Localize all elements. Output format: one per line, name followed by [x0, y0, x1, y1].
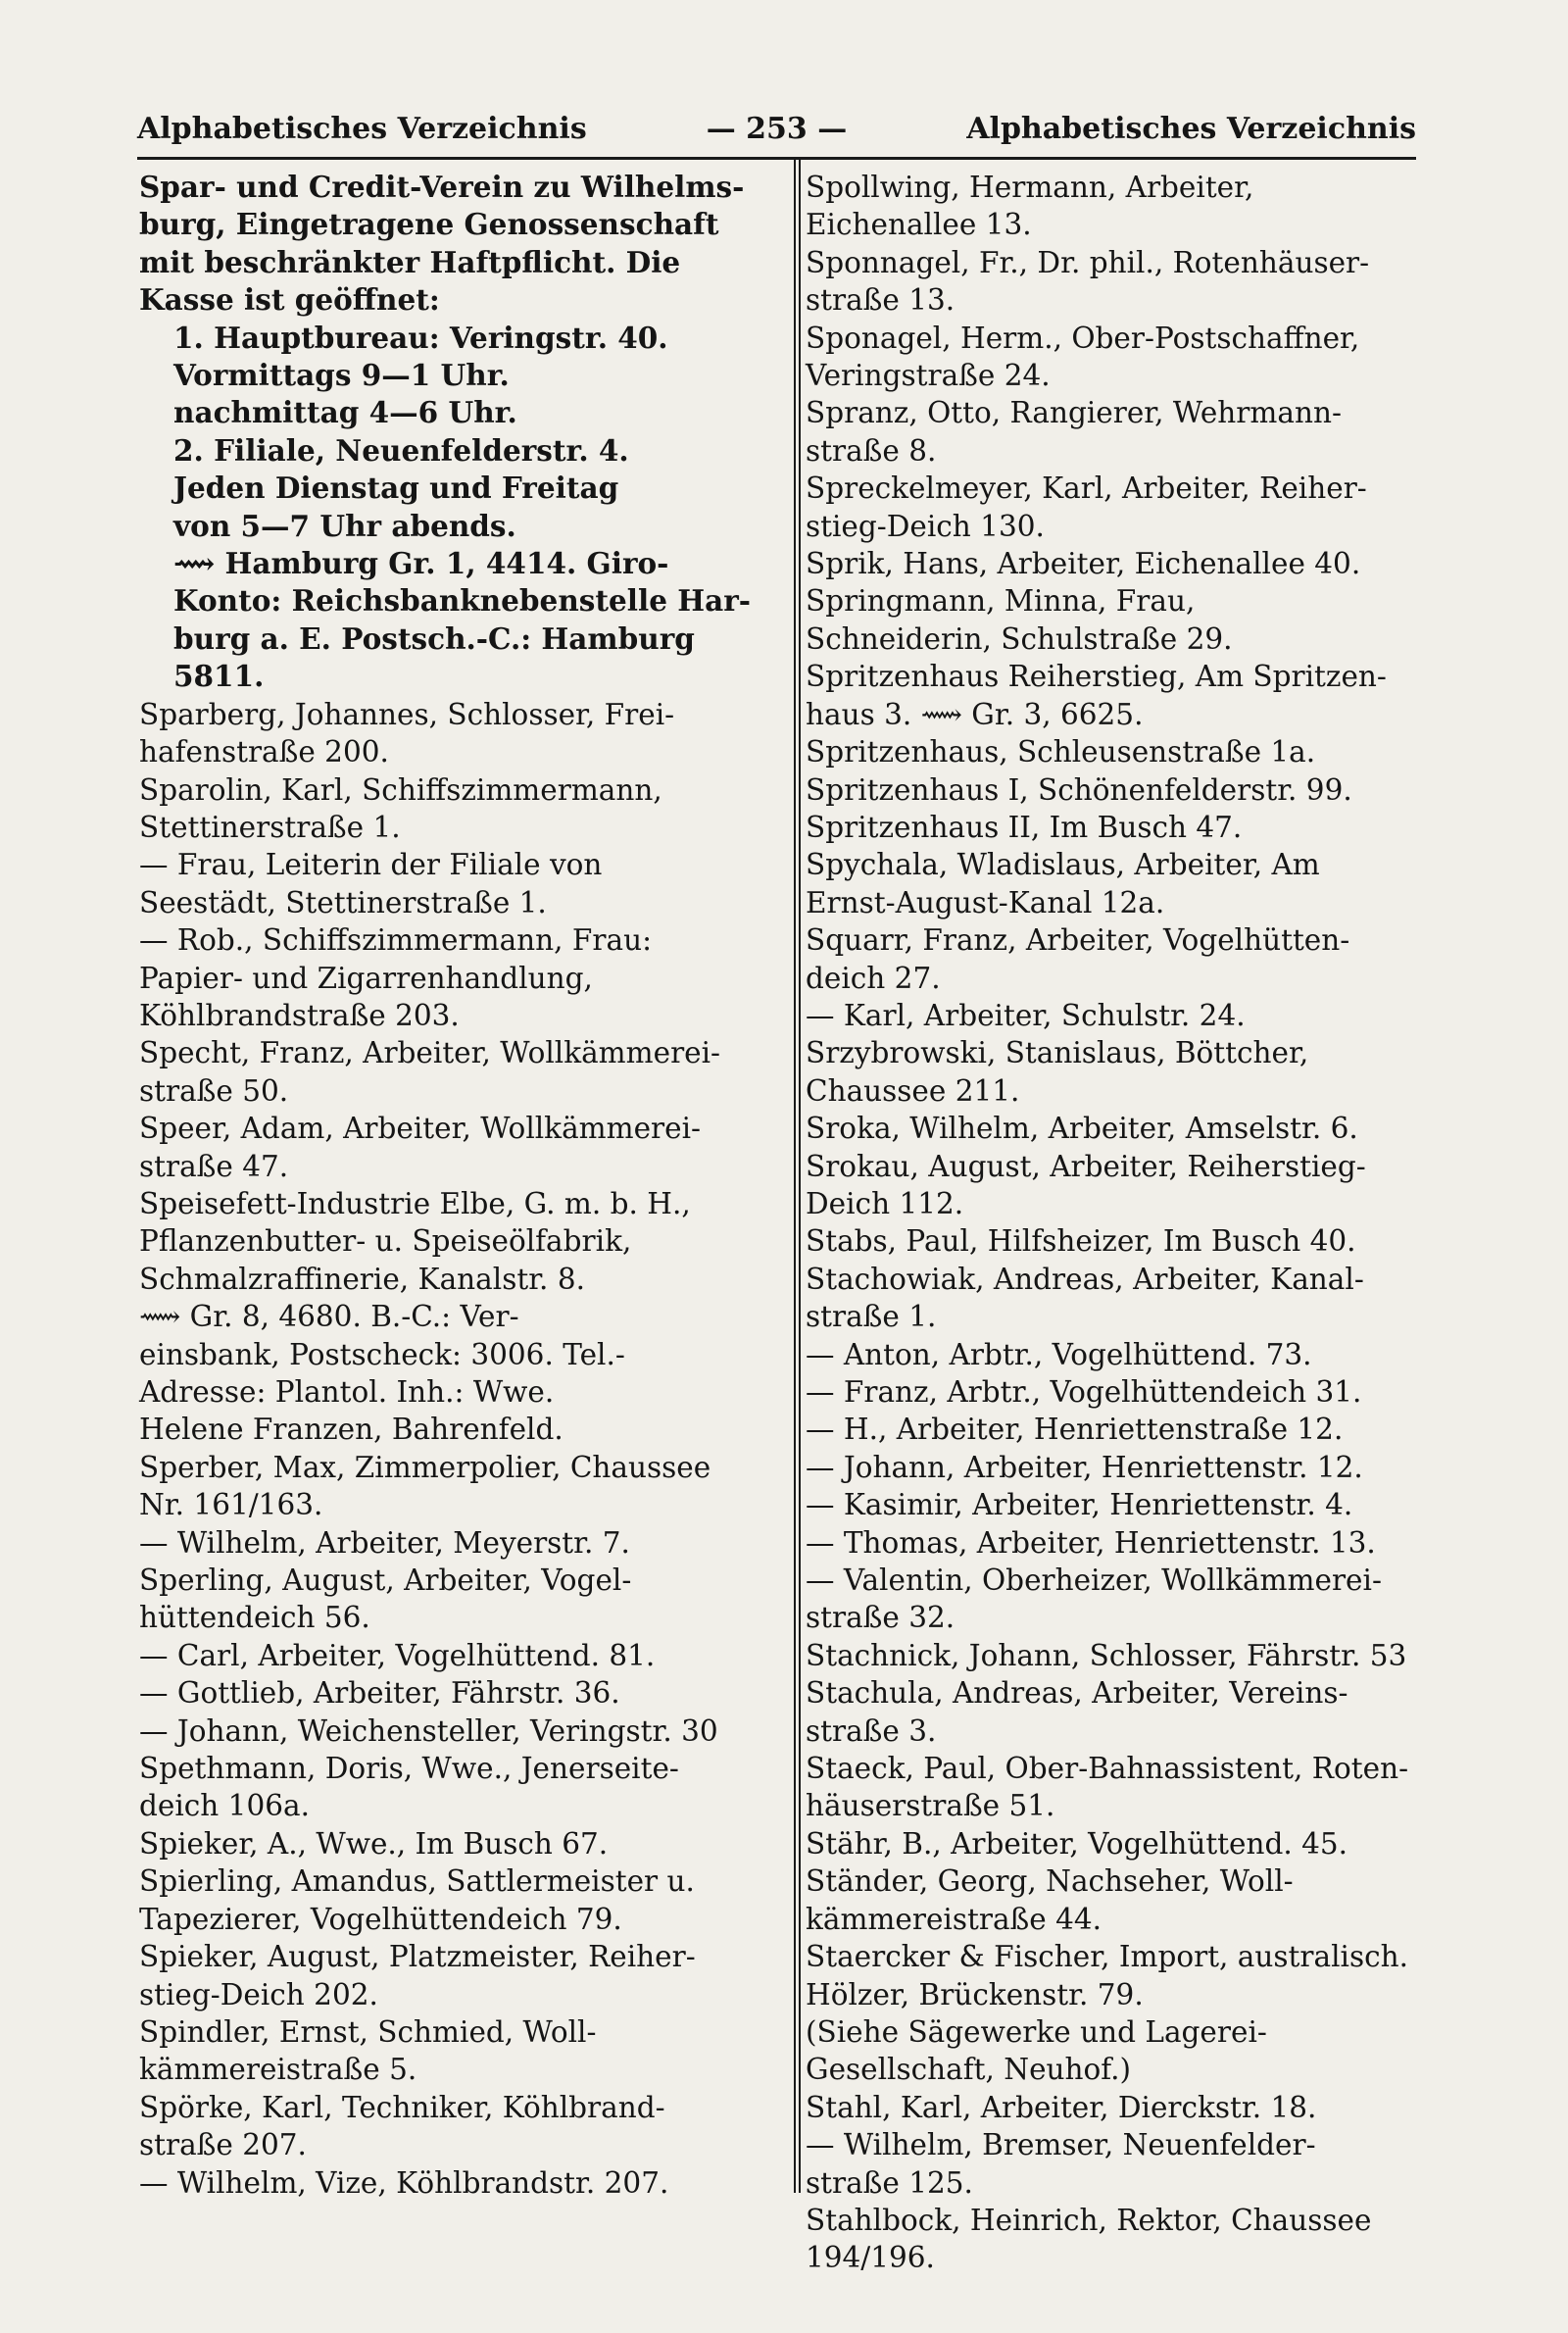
directory-entry: [139, 1713, 766, 1750]
entry-line: Springmann, Minna, Frau,: [806, 584, 1196, 619]
entry-line: Specht, Franz, Arbeiter, Wollkämmerei-: [139, 1036, 721, 1070]
entry-line: Spychala, Wladislaus, Arbeiter, Am: [806, 848, 1320, 882]
entry-line: Squarr, Franz, Arbeiter, Vogelhütten-: [806, 923, 1350, 958]
entry-line: straße 125.: [806, 2165, 973, 2200]
directory-entry: [139, 2164, 766, 2202]
entry-line: straße 32.: [806, 1601, 956, 1635]
entry-line: Spethmann, Doris, Wwe., Jenerseite-: [139, 1752, 679, 1786]
entry-line: Speisefett-Industrie Elbe, G. m. b. H.,: [139, 1186, 691, 1220]
directory-entry: [806, 921, 1433, 997]
entry-line: Spritzenhaus II, Im Busch 47.: [806, 810, 1243, 844]
directory-entry: [806, 846, 1433, 921]
entry-line: Spollwing, Hermann, Arbeiter,: [806, 171, 1254, 204]
directory-entry: [806, 1148, 1433, 1223]
entry-line: — H., Arbeiter, Henriettenstraße 12.: [806, 1413, 1344, 1447]
directory-entry: [139, 1034, 766, 1110]
directory-entry: [806, 545, 1433, 582]
entry-line: Sperling, August, Arbeiter, Vogel-: [139, 1564, 632, 1598]
entry-line: Kasse ist geöffnet:: [139, 282, 440, 318]
entry-line: — Carl, Arbeiter, Vogelhüttend. 81.: [139, 1638, 656, 1672]
directory-entry: [806, 1524, 1433, 1562]
entry-line: burg a. E. Postsch.-C.: Hamburg: [173, 620, 695, 656]
entry-line: burg, Eingetragene Genossenschaft: [139, 207, 719, 242]
entry-line: straße 8.: [806, 433, 937, 468]
entry-line: von 5—7 Uhr abends.: [173, 508, 516, 543]
entry-line: Adresse: Plantol. Inh.: Wwe.: [139, 1375, 555, 1409]
entry-line: — Johann, Arbeiter, Henriettenstr. 12.: [806, 1450, 1363, 1484]
entry-line: Sponnagel, Fr., Dr. phil., Rotenhäuser-: [806, 245, 1370, 279]
entry-line: straße 13.: [806, 283, 956, 318]
entry-line: Spieker, August, Platzmeister, Reiher-: [139, 1940, 696, 1974]
entry-line: Spritzenhaus Reiherstieg, Am Spritzen-: [806, 660, 1387, 694]
directory-entry: [806, 394, 1433, 470]
entry-line: Sparberg, Johannes, Schlosser, Frei-: [139, 697, 675, 731]
entry-line: — Karl, Arbeiter, Schulstr. 24.: [806, 998, 1246, 1032]
directory-entry: [806, 997, 1433, 1034]
entry-line: — Frau, Leiterin der Filiale von: [139, 848, 603, 882]
entry-line: ⟿ Hamburg Gr. 1, 4414. Giro-: [173, 546, 669, 581]
entry-line: Ständer, Georg, Nachseher, Woll-: [806, 1864, 1294, 1899]
entry-line: straße 3.: [806, 1713, 937, 1748]
entry-line: straße 1.: [806, 1300, 937, 1334]
entry-line: straße 207.: [139, 2128, 307, 2162]
directory-entry: [806, 1562, 1433, 1637]
directory-entry: [139, 1750, 766, 1825]
directory-entry: [139, 1110, 766, 1185]
entry-line: Vormittags 9—1 Uhr.: [173, 358, 510, 393]
directory-entry: [139, 1674, 766, 1712]
entry-line: hüttendeich 56.: [139, 1601, 370, 1635]
entry-line: Schneiderin, Schulstraße 29.: [806, 621, 1233, 656]
entry-line: Stachula, Andreas, Arbeiter, Vereins-: [806, 1676, 1348, 1711]
directory-entry: [806, 1222, 1433, 1260]
entry-line: — Kasimir, Arbeiter, Henriettenstr. 4.: [806, 1488, 1353, 1522]
entry-line: Stahlbock, Heinrich, Rektor, Chaussee: [806, 2203, 1372, 2237]
directory-entry: [139, 1938, 766, 2013]
directory-entry: [139, 1562, 766, 1637]
entry-line: Stähr, B., Arbeiter, Vogelhüttend. 45.: [806, 1826, 1348, 1861]
entry-line: — Franz, Arbtr., Vogelhüttendeich 31.: [806, 1375, 1362, 1409]
entry-line: Spritzenhaus, Schleusenstraße 1a.: [806, 735, 1316, 769]
directory-entry: [139, 1524, 766, 1562]
directory-entry: [806, 2089, 1433, 2126]
directory-entry: [139, 771, 766, 847]
entry-line: Speer, Adam, Arbeiter, Wollkämmerei-: [139, 1112, 702, 1146]
entry-line: kämmereistraße 44.: [806, 1902, 1102, 1936]
directory-entry: [139, 1637, 766, 1674]
entry-line: Helene Franzen, Bahrenfeld.: [139, 1413, 564, 1447]
left-column: [139, 169, 766, 2202]
directory-entry: [806, 1034, 1433, 1110]
entry-line: Spranz, Otto, Rangierer, Wehrmann-: [806, 396, 1342, 430]
entry-line: häuserstraße 51.: [806, 1789, 1055, 1823]
directory-entry: [806, 320, 1433, 395]
entry-line: — Wilhelm, Vize, Köhlbrandstr. 207.: [139, 2165, 669, 2200]
entry-line: Stachowiak, Andreas, Arbeiter, Kanal-: [806, 1262, 1364, 1296]
entry-line: Ernst-August-Kanal 12a.: [806, 885, 1165, 919]
entry-line: Chaussee 211.: [806, 1073, 1020, 1108]
directory-entry: [806, 809, 1433, 846]
entry-line: — Anton, Arbtr., Vogelhüttend. 73.: [806, 1337, 1312, 1371]
directory-entry: [806, 2202, 1433, 2277]
directory-entry: [139, 2089, 766, 2164]
entry-line: deich 27.: [806, 961, 941, 995]
directory-entry: [806, 1449, 1433, 1486]
entry-line: Spar- und Credit-Verein zu Wilhelms-: [139, 170, 745, 204]
directory-entry: [806, 582, 1433, 658]
entry-line: Sparolin, Karl, Schiffszimmermann,: [139, 772, 662, 807]
entry-line: Schmalzraffinerie, Kanalstr. 8.: [139, 1262, 585, 1296]
entry-line: Nr. 161/163.: [139, 1488, 323, 1522]
directory-entry: [806, 1411, 1433, 1448]
page-header: [137, 106, 1416, 153]
entry-line: Srokau, August, Arbeiter, Reiherstieg-: [806, 1149, 1366, 1183]
right-column: [806, 169, 1433, 2277]
directory-entry: [806, 2126, 1433, 2202]
entry-line: Stahl, Karl, Arbeiter, Dierckstr. 18.: [806, 2090, 1317, 2124]
directory-entry: [139, 432, 766, 545]
entry-line: stieg-Deich 130.: [806, 509, 1045, 543]
entry-line: Gesellschaft, Neuhof.): [806, 2053, 1132, 2087]
entry-line: — Thomas, Arbeiter, Henriettenstr. 13.: [806, 1525, 1376, 1560]
entry-line: stieg-Deich 202.: [139, 1977, 378, 2011]
directory-entry: [139, 545, 766, 696]
entry-line: Sroka, Wilhelm, Arbeiter, Amselstr. 6.: [806, 1112, 1358, 1146]
page-number: — 253 —: [706, 112, 848, 146]
entry-line: Jeden Dienstag und Freitag: [173, 471, 619, 506]
entry-line: einsbank, Postscheck: 3006. Tel.-: [139, 1337, 625, 1371]
entry-line: Spreckelmeyer, Karl, Arbeiter, Reiher-: [806, 472, 1367, 506]
entry-line: Spierling, Amandus, Sattlermeister u.: [139, 1864, 695, 1899]
directory-entry: [806, 1373, 1433, 1411]
entry-line: 5811.: [173, 659, 265, 694]
entry-line: Staeck, Paul, Ober-Bahnassistent, Roten-: [806, 1752, 1409, 1786]
entry-line: — Johann, Weichensteller, Veringstr. 30: [139, 1713, 718, 1748]
entry-line: Sponagel, Herm., Ober-Postschaffner,: [806, 321, 1360, 355]
directory-entry: [139, 1185, 766, 1449]
entry-line: straße 47.: [139, 1149, 289, 1183]
directory-entry: [139, 320, 766, 432]
directory-entry: [806, 1825, 1433, 1862]
entry-line: Spritzenhaus I, Schönenfelderstr. 99.: [806, 772, 1352, 807]
directory-entry: [806, 1938, 1433, 2089]
entry-line: Spieker, A., Wwe., Im Busch 67.: [139, 1826, 609, 1861]
directory-entry: [806, 244, 1433, 320]
directory-entry: [806, 169, 1433, 244]
entry-line: Sperber, Max, Zimmerpolier, Chaussee: [139, 1450, 711, 1484]
entry-line: (Siehe Sägewerke und Lagerei-: [806, 2014, 1267, 2049]
entry-line: mit beschränkter Haftpflicht. Die: [139, 244, 681, 279]
entry-line: — Gottlieb, Arbeiter, Fährstr. 36.: [139, 1676, 620, 1711]
entry-line: haus 3. ⟿ Gr. 3, 6625.: [806, 697, 1144, 731]
directory-entry: [806, 658, 1433, 733]
entry-line: Srzybrowski, Stanislaus, Böttcher,: [806, 1036, 1309, 1070]
entry-line: Sprik, Hans, Arbeiter, Eichenallee 40.: [806, 547, 1361, 581]
entry-line: — Rob., Schiffszimmermann, Frau:: [139, 923, 653, 958]
entry-line: — Wilhelm, Bremser, Neuenfelder-: [806, 2128, 1316, 2162]
entry-line: Papier- und Zigarrenhandlung,: [139, 961, 593, 995]
directory-entry: [139, 1862, 766, 1938]
directory-entry: [806, 1637, 1433, 1674]
directory-entry: [139, 1825, 766, 1862]
directory-entry: [806, 771, 1433, 809]
entry-line: Stachnick, Johann, Schlosser, Fährstr. 53: [806, 1638, 1407, 1672]
directory-entry: [806, 1336, 1433, 1373]
entry-line: 194/196.: [806, 2241, 935, 2275]
directory-entry: [806, 733, 1433, 770]
directory-entry: [139, 921, 766, 1034]
directory-entry: [806, 470, 1433, 545]
running-head-left: Alphabetisches Verzeichnis: [137, 112, 587, 146]
directory-entry: [139, 846, 766, 921]
directory-entry: [806, 1862, 1433, 1938]
directory-entry: [806, 1261, 1433, 1336]
entry-line: hafenstraße 200.: [139, 735, 389, 769]
entry-line: — Wilhelm, Arbeiter, Meyerstr. 7.: [139, 1525, 630, 1560]
directory-entry: [806, 1486, 1433, 1523]
directory-entry: [139, 696, 766, 771]
entry-line: — Valentin, Oberheizer, Wollkämmerei-: [806, 1564, 1382, 1598]
running-head-right: Alphabetisches Verzeichnis: [966, 112, 1416, 146]
entry-line: Seestädt, Stettinerstraße 1.: [139, 885, 547, 919]
entry-line: 2. Filiale, Neuenfelderstr. 4.: [173, 432, 629, 468]
entry-line: 1. Hauptbureau: Veringstr. 40.: [173, 320, 668, 355]
entry-line: Staercker & Fischer, Import, australisch.: [806, 1940, 1408, 1974]
entry-line: Veringstraße 24.: [806, 359, 1051, 393]
entry-line: Tapezierer, Vogelhüttendeich 79.: [139, 1902, 622, 1936]
entry-line: Hölzer, Brückenstr. 79.: [806, 1977, 1144, 2011]
entry-line: Stabs, Paul, Hilfsheizer, Im Busch 40.: [806, 1224, 1356, 1259]
column-separator: [794, 159, 801, 2193]
entry-line: Spindler, Ernst, Schmied, Woll-: [139, 2014, 597, 2049]
header-rule: [137, 157, 1416, 160]
directory-entry: [806, 1110, 1433, 1147]
entry-line: Spörke, Karl, Techniker, Köhlbrand-: [139, 2090, 665, 2124]
entry-line: straße 50.: [139, 1073, 289, 1108]
entry-line: nachmittag 4—6 Uhr.: [173, 395, 517, 430]
directory-entry: [139, 1449, 766, 1524]
entry-line: Pflanzenbutter- u. Speiseölfabrik,: [139, 1224, 632, 1259]
directory-entry: [806, 1674, 1433, 1750]
entry-line: Eichenallee 13.: [806, 208, 1032, 242]
entry-line: deich 106a.: [139, 1789, 310, 1823]
entry-line: kämmereistraße 5.: [139, 2053, 417, 2087]
entry-line: Konto: Reichsbanknebenstelle Har-: [173, 583, 752, 619]
entry-line: Deich 112.: [806, 1186, 964, 1220]
entry-line: ⟿ Gr. 8, 4680. B.-C.: Ver-: [139, 1300, 519, 1334]
entry-line: Stettinerstraße 1.: [139, 810, 401, 844]
directory-entry: [139, 169, 766, 320]
entry-line: Köhlbrandstraße 203.: [139, 998, 460, 1032]
directory-entry: [139, 2013, 766, 2089]
directory-entry: [806, 1750, 1433, 1825]
